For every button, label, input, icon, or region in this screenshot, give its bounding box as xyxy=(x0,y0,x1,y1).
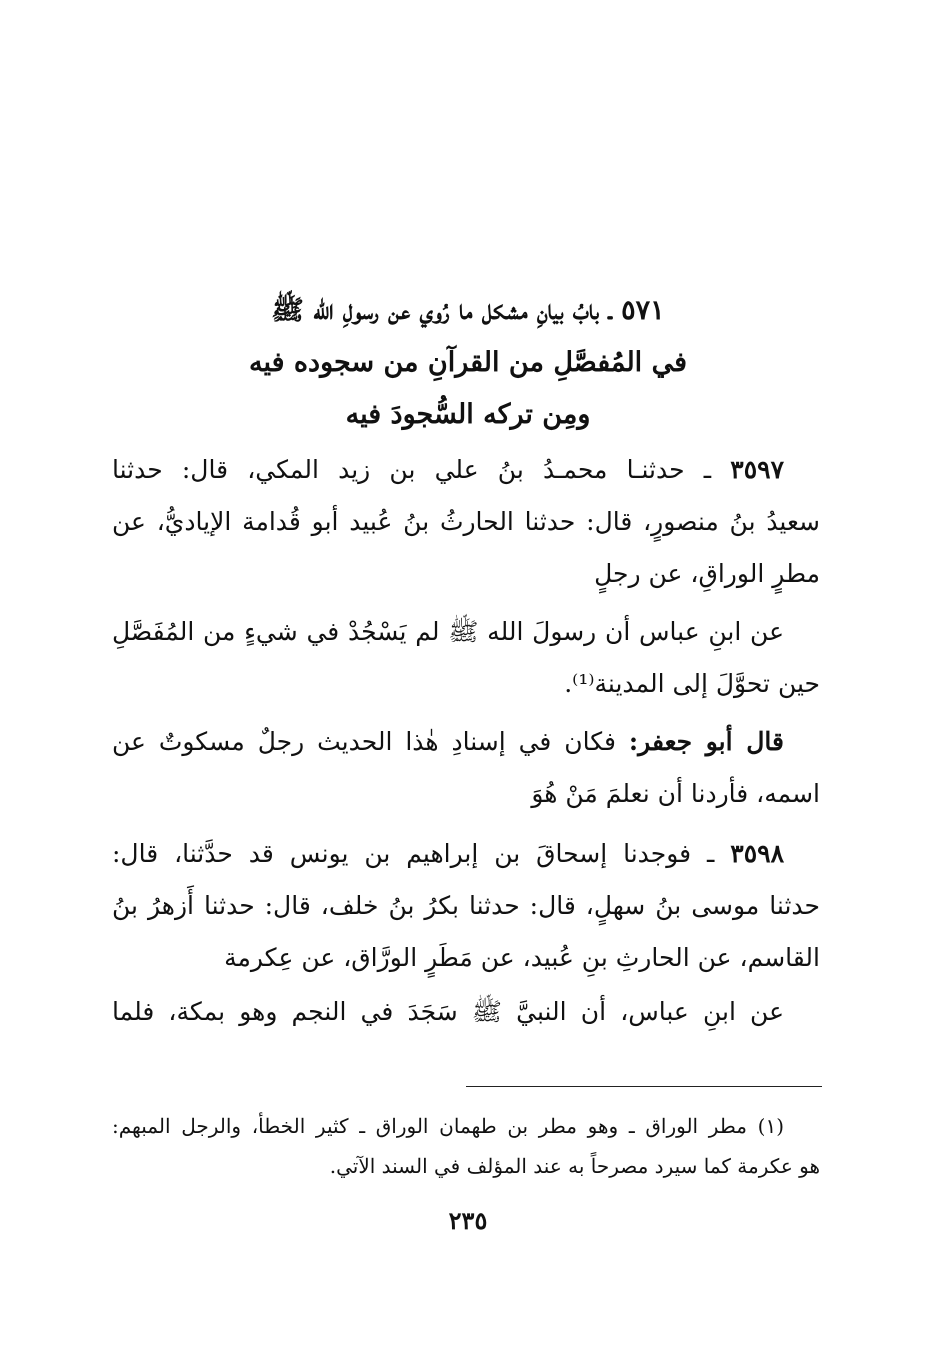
hadith-3598-matn xyxy=(112,986,820,1038)
hadith-3598-line-1 xyxy=(112,828,820,880)
hadith-text: ـ فوجدنا إسحاقَ بن إبراهيم بن يونس قد حدَّثنا، قال: xyxy=(112,839,715,868)
matn-3597-line-2: حين تحوَّلَ إلى المدينة⁽¹⁾. xyxy=(564,669,820,698)
page-number: ٢٣٥ xyxy=(448,1206,488,1235)
hadith-number: ٣٥٩٨ xyxy=(730,839,784,868)
matn-3598-line-1: عن ابنِ عباس، أن النبيَّ ﷺ سَجَدَ في النجم وهو بمكة، فلما xyxy=(112,997,784,1026)
comment-text: فكان في إسنادِ هٰذا الحديث رجلٌ مسكوتٌ عن xyxy=(112,727,629,756)
hadith-3598-line-2: حدثنا موسى بنُ سهلٍ، قال: حدثنا بكرُ بنُ خلف، قال: حدثنا أَزهرُ بنُ xyxy=(112,891,820,920)
footnote-line-2: هو عكرمة كما سيرد مصرحاً به عند المؤلف في السند الآتي. xyxy=(329,1154,820,1178)
chapter-title-line-3: ومِن تركه السُّجودَ فيه xyxy=(345,399,591,430)
hadith-number: ٣٥٩٧ xyxy=(730,455,784,484)
comment-line-1 xyxy=(112,716,820,768)
hadith-3597-line-1 xyxy=(112,444,820,496)
hadith-3597-line-3: مطرٍ الوراقِ، عن رجلٍ xyxy=(594,559,820,588)
hadith-3597-line-2: سعيدُ بنُ منصورٍ، قال: حدثنا الحارثُ بنُ عُبيد أبو قُدامة الإياديُّ، عن xyxy=(112,507,820,536)
hadith-3598-isnad xyxy=(112,828,820,984)
footnote-line-1: (١) مطر الوراق ـ وهو مطر بن طهمان الوراق ـ كثير الخطأ، والرجل المبهم: xyxy=(112,1114,784,1138)
chapter-heading xyxy=(110,285,826,441)
footnote-separator xyxy=(466,1086,822,1087)
author-comment xyxy=(112,716,820,820)
hadith-text: ـ حدثنـا محمـدُ بنُ علي بن زيد المكي، قال: حدثنا xyxy=(112,455,712,484)
comment-line-2: اسمه، فأردنا أن نعلمَ مَنْ هُوَ xyxy=(531,779,820,808)
matn-3597-line-1: عن ابنِ عباس أن رسولَ الله ﷺ لم يَسْجُدْ في شيءٍ من المُفَصَّلِ xyxy=(112,617,784,646)
chapter-title-line-2: في المُفصَّلِ من القرآنِ من سجوده فيه xyxy=(248,347,687,378)
chapter-title-line-1: ٥٧١ ـ بابُ بيانِ مشكل ما رُوي عن رسولِ الله ﷺ xyxy=(271,295,665,326)
hadith-3598-line-3: القاسم، عن الحارثِ بنِ عُبيد، عن مَطَرٍ الورَّاق، عن عِكرمة xyxy=(224,943,820,972)
footnote xyxy=(112,1106,820,1186)
comment-label: قال أبو جعفر: xyxy=(628,727,784,756)
hadith-3597-matn xyxy=(112,606,820,710)
hadith-3597-isnad xyxy=(112,444,820,600)
